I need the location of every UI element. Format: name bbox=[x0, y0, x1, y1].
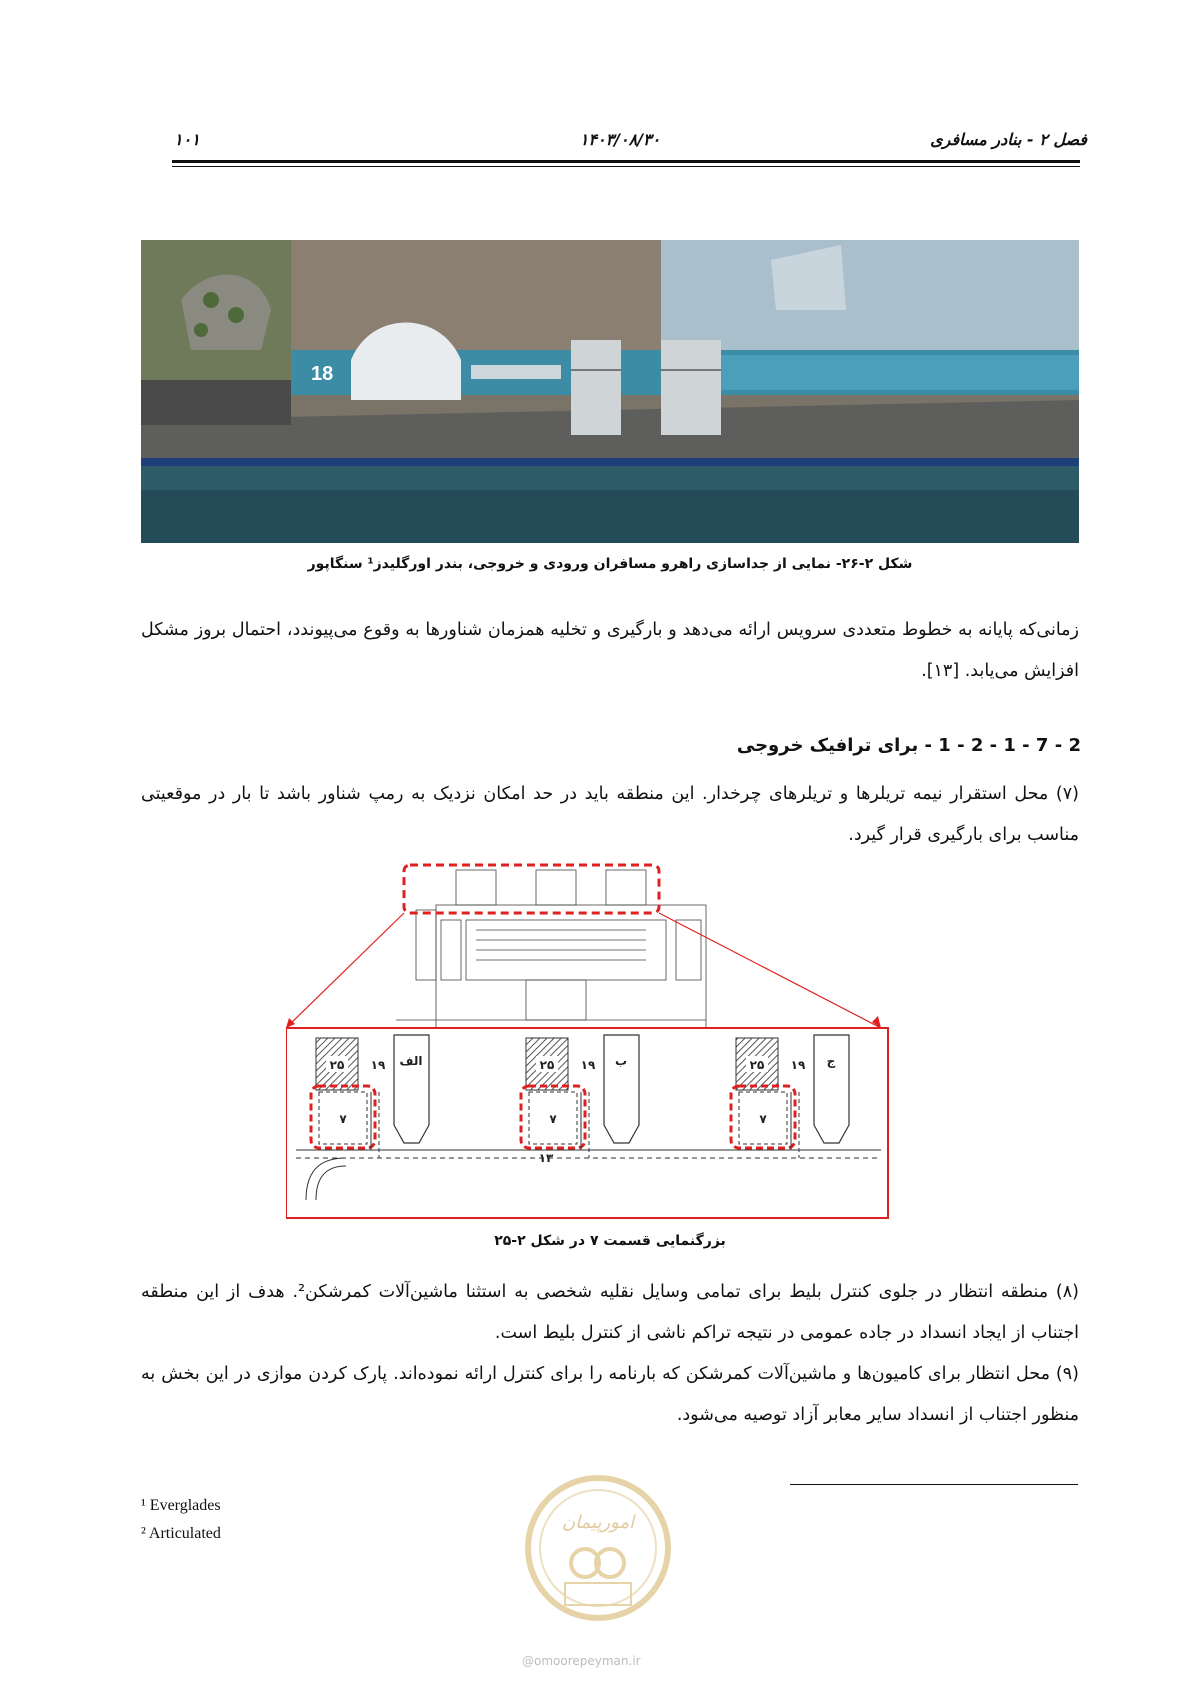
road-label-13: ۱۳ bbox=[538, 1151, 554, 1165]
label-7: ۷ bbox=[339, 1112, 347, 1126]
footnote-1-text: Everglades bbox=[149, 1497, 221, 1514]
label-19: ۱۹ bbox=[580, 1058, 596, 1072]
page-number: ۱۰۱ bbox=[174, 130, 200, 149]
watermark-logo bbox=[510, 1468, 686, 1644]
terminal-aerial-photo bbox=[141, 240, 1079, 543]
building-number-label: 18 bbox=[311, 363, 334, 385]
item-9: (۹) محل انتظار برای کامیون‌ها و ماشین‌آلات کمرشکن که بارنامه را برای کنترل ارائه نموده‌اند. پارک کردن موازی در این بخش به منظور اجتناب از انسداد سایر معابر آزاد توصیه می‌شود. bbox=[141, 1364, 1079, 1425]
footnote-1 bbox=[141, 1497, 221, 1515]
label-7: ۷ bbox=[759, 1112, 767, 1126]
lane-berth-2 bbox=[604, 1035, 639, 1143]
lane-berth-3 bbox=[814, 1035, 849, 1143]
label-7: ۷ bbox=[549, 1112, 557, 1126]
diagram-caption: بزرگنمایی قسمت ۷ در شکل ۲-۲۵ bbox=[494, 1233, 726, 1249]
label-25: ۲۵ bbox=[749, 1058, 765, 1072]
lane-berth-1 bbox=[394, 1035, 429, 1143]
watermark-logo-text: امورپیمان bbox=[561, 1512, 635, 1533]
photo-caption: شکل ۲-۲۶- نمایی از جداسازی راهرو مسافران ورودی و خروجی، بندر اورگلیدز¹ سنگاپور bbox=[307, 556, 913, 572]
footnote-2 bbox=[141, 1525, 221, 1543]
item-7: (۷) محل استقرار نیمه تریلرها و تریلرهای چرخدار. این منطقه باید در حد امکان نزدیک به رمپ شناور باشد تا بار در موقعیتی مناسب برای بارگیری قرار گیرد. bbox=[141, 784, 1079, 845]
overview-highlight bbox=[404, 865, 659, 913]
label-19: ۱۹ bbox=[370, 1058, 386, 1072]
label-19: ۱۹ bbox=[790, 1058, 806, 1072]
label-25: ۲۵ bbox=[329, 1058, 345, 1072]
label-25: ۲۵ bbox=[539, 1058, 555, 1072]
section-heading: 2 - 7 - 1 - 2 - 1 - برای ترافیک خروجی bbox=[736, 735, 1081, 756]
lane-letter-label: ج bbox=[826, 1054, 836, 1068]
footnote-rule bbox=[790, 1484, 1078, 1485]
lane-letter-label: الف bbox=[399, 1054, 423, 1068]
footnote-2-mark: ² bbox=[141, 1525, 146, 1542]
paragraph-intro: زمانی‌که پایانه به خطوط متعددی سرویس ارائه می‌دهد و بارگیری و تخلیه همزمان شناورها به وقوع می‌پیوندد، احتمال بروز مشکل افزایش می‌یابد. [۱۳]. bbox=[141, 620, 1079, 681]
item-8: (۸) منطقه انتظار در جلوی کنترل بلیط برای تمامی وسایل نقلیه شخصی به استثنا ماشین‌آلات کمرشکن². هدف از این منطقه اجتناب از ایجاد انسداد در جاده عمومی در نتیجه تراکم ناشی از کنترل بلیط است. bbox=[141, 1282, 1079, 1343]
header-rule-thin bbox=[172, 166, 1080, 167]
chapter-title: فصل ۲ - بنادر مسافری bbox=[930, 130, 1087, 149]
header-date: ۱۴۰۳/۰۸/۳۰ bbox=[579, 130, 661, 149]
header-rule-thick bbox=[172, 160, 1080, 163]
footnote-2-text: Articulated bbox=[148, 1525, 221, 1542]
terminal-layout-diagram bbox=[286, 860, 938, 1220]
footnote-1-mark: ¹ bbox=[141, 1497, 146, 1514]
watermark-url: @omoorepeyman.ir bbox=[522, 1654, 641, 1668]
lane-letter-label: ب bbox=[614, 1054, 628, 1068]
